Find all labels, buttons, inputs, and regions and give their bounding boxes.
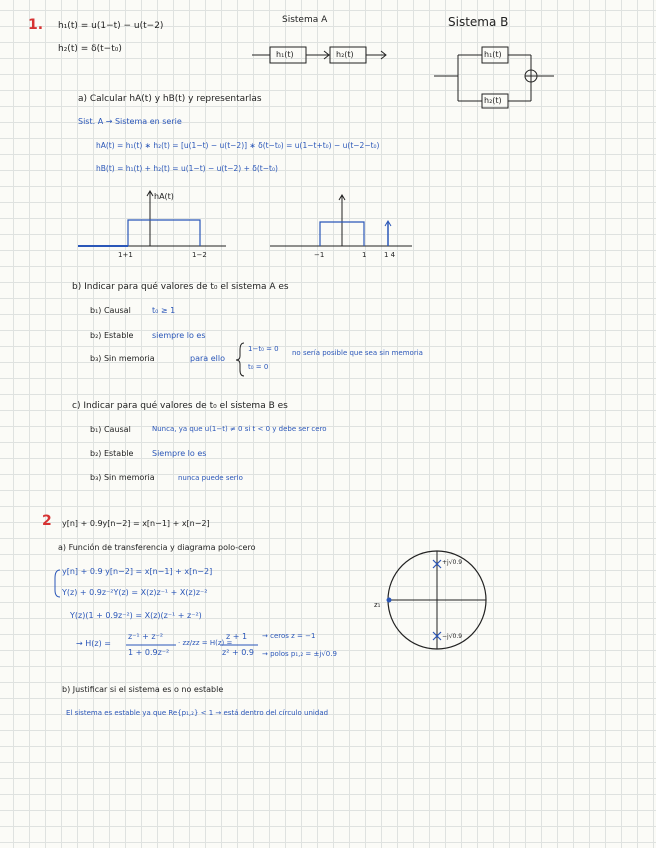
p2-line-1: y[n] + 0.9 y[n−2] = x[n−1] + x[n−2] xyxy=(62,567,213,576)
system-b-title: Sistema B xyxy=(448,15,509,29)
b3-para: para ello xyxy=(190,354,225,363)
problem-2-number: 2 xyxy=(42,513,52,529)
plot1-ylabel: hA(t) xyxy=(154,192,174,201)
c3-answer: nunca puede serlo xyxy=(178,474,243,482)
pole-note: → polos p₁,₂ = ±j√0.9 xyxy=(262,650,337,658)
h2-definition: h₂(t) = δ(t−t₀) xyxy=(58,44,122,54)
problem-1-number: 1. xyxy=(28,17,44,33)
c1-answer: Nunca, ya que u(1−t) ≠ 0 si t < 0 y debe ser cero xyxy=(152,425,327,433)
plot1-tick-1: 1+1 xyxy=(118,251,133,259)
box-a1-label: h₁(t) xyxy=(276,50,294,59)
hz-middle: · zz/zz = H(z) = xyxy=(178,639,233,647)
hz-denominator-2: z² + 0.9 xyxy=(222,648,254,657)
b1-label: b₁) Causal xyxy=(90,306,131,315)
zero-note: → ceros z = −1 xyxy=(262,632,316,640)
p2-line-2: Y(z) + 0.9z⁻²Y(z) = X(z)z⁻¹ + X(z)z⁻² xyxy=(62,588,208,597)
hz-lhs: → H(z) = xyxy=(76,639,111,648)
hb-formula: hB(t) = h₁(t) + h₂(t) = u(1−t) − u(t−2) + δ(t−t₀) xyxy=(96,164,278,173)
b3-cond-1: 1−t₀ = 0 xyxy=(248,345,279,353)
box-b1-label: h₁(t) xyxy=(484,50,502,59)
part-a-subtitle: Sist. A → Sistema en serie xyxy=(78,117,182,126)
b1-answer: t₀ ≥ 1 xyxy=(152,306,176,315)
pole-top-label: +j√0.9 xyxy=(442,559,463,566)
plot2-tick-1: −1 xyxy=(314,251,325,259)
p2-part-a-question: a) Función de transferencia y diagrama polo-cero xyxy=(58,543,256,552)
b3-answer: no sería posible que sea sin memoria xyxy=(292,349,423,357)
c2-label: b₂) Estable xyxy=(90,449,134,458)
b3-label: b₃) Sin memoria xyxy=(90,354,155,363)
c2-answer: Siempre lo es xyxy=(152,449,207,458)
pole-bottom-label: −j√0.9 xyxy=(442,633,463,640)
c1-label: b₁) Causal xyxy=(90,425,131,434)
b3-cond-2: t₀ = 0 xyxy=(248,363,269,371)
hz-numerator: z⁻¹ + z⁻² xyxy=(128,632,164,641)
p2-part-b-answer: El sistema es estable ya que Re{p₁,₂} < 1 → está dentro del círculo unidad xyxy=(66,709,329,717)
plot2-tick-3: 1 4 xyxy=(384,251,396,259)
c3-label: b₃) Sin memoria xyxy=(90,473,155,482)
b2-label: b₂) Estable xyxy=(90,331,134,340)
p2-line-3: Y(z)(1 + 0.9z⁻²) = X(z)(z⁻¹ + z⁻²) xyxy=(70,611,202,620)
system-a-title: Sistema A xyxy=(282,15,328,25)
p2-equation: y[n] + 0.9y[n−2] = x[n−1] + x[n−2] xyxy=(62,519,210,528)
b2-answer: siempre lo es xyxy=(152,331,206,340)
plot2-tick-2: 1 xyxy=(362,251,367,259)
zero-marker xyxy=(387,598,392,603)
part-c-question: c) Indicar para qué valores de t₀ el sistema B es xyxy=(72,401,288,411)
plot1-tick-2: 1−2 xyxy=(192,251,207,259)
h1-definition: h₁(t) = u(1−t) − u(t−2) xyxy=(58,21,164,31)
part-a-question: a) Calcular hA(t) y hB(t) y representarlas xyxy=(78,94,262,104)
p2-part-b-question: b) Justificar si el sistema es o no estable xyxy=(62,685,224,694)
box-a2-label: h₂(t) xyxy=(336,50,354,59)
ha-formula: hA(t) = h₁(t) ∗ h₂(t) = [u(1−t) − u(t−2)] ∗ δ(t−t₀) = u(1−t+t₀) − u(t−2−t₀) xyxy=(96,141,380,150)
hz-denominator: 1 + 0.9z⁻² xyxy=(128,648,170,657)
box-b2-label: h₂(t) xyxy=(484,96,502,105)
part-b-question: b) Indicar para qué valores de t₀ el sistema A es xyxy=(72,282,289,292)
hz-numerator-2: z + 1 xyxy=(226,632,248,641)
zero-label: z₁ xyxy=(374,601,381,609)
